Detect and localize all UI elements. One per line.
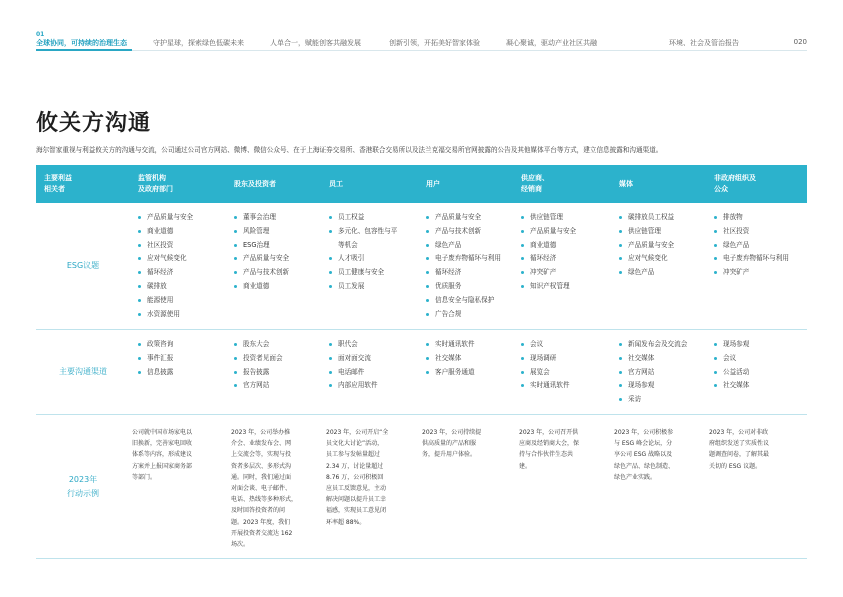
- list-item: 面对面交流: [329, 352, 378, 366]
- list-item: 产品质量与安全: [426, 211, 501, 225]
- list-item: 客户服务通道: [426, 366, 475, 380]
- row-label-esg: ESG议题: [66, 261, 100, 270]
- list-item: 社区投资: [138, 239, 193, 253]
- list-item: 广告合规: [426, 308, 501, 322]
- list-item: 绿色产品: [426, 239, 501, 253]
- table-header: [36, 165, 807, 203]
- page-number: 020: [793, 38, 807, 46]
- list-item: 现场参观: [714, 338, 749, 352]
- cell-channels-suppliers: [521, 338, 570, 393]
- nav-item-planet[interactable]: 守护星球，探索绿色低碳未来: [153, 39, 244, 47]
- list-item: ESG治理: [234, 239, 289, 253]
- list-item: 水资源使用: [138, 308, 193, 322]
- list-item: 展览会: [521, 366, 570, 380]
- section-number: 01: [36, 31, 45, 38]
- nav-active-indicator: [36, 49, 132, 51]
- header-shareholders: 股东及投资者: [234, 179, 276, 188]
- list-item: 社交媒体: [619, 352, 687, 366]
- nav-item-people[interactable]: 人单合一，赋能创客共融发展: [270, 39, 361, 47]
- nav-item-report[interactable]: 环境、社会及管治报告: [669, 39, 739, 47]
- cell-channels-regulators: [138, 338, 173, 379]
- cell-esg-media: [619, 211, 674, 280]
- cell-esg-employees: [329, 211, 397, 294]
- list-item: 碳排放员工权益: [619, 211, 674, 225]
- list-item: 知识产权管理: [521, 280, 576, 294]
- cell-channels-media: [619, 338, 687, 407]
- header-regulators: 监管机构 及政府部门: [138, 174, 173, 193]
- list-item: 新闻发布会及交流会: [619, 338, 687, 352]
- cell-esg-ngo: [714, 211, 789, 280]
- table-row-channels: [36, 330, 807, 415]
- list-item: 报告披露: [234, 366, 283, 380]
- list-item: 供应链管理: [521, 211, 576, 225]
- list-item: 信息披露: [138, 366, 173, 380]
- list-item: 社区投资: [714, 225, 789, 239]
- list-item: 现场参观: [619, 379, 687, 393]
- list-item: 产品质量与安全: [619, 239, 674, 253]
- cell-action-shareholders: 2023 年，公司举办推 介会、业绩发布会、网 上交流会等，实现与投 资者多层次、多形式沟 通。同时，我们通过面 对面会谈、电子邮件、 电话、热线等多种形式， 及时回答投资者的问 题。2023 年度，我们 开展投资者交流达 162 场次。: [231, 429, 298, 549]
- header-users: 用户: [426, 179, 440, 188]
- list-item: 产品质量与安全: [234, 252, 289, 266]
- list-item: 碳排放: [138, 280, 193, 294]
- list-item: 投资者见面会: [234, 352, 283, 366]
- list-item: 政策咨询: [138, 338, 173, 352]
- nav-divider: [36, 50, 807, 51]
- list-item: 实时通讯软件: [521, 379, 570, 393]
- cell-action-ngo: 2023 年，公司对非政 府组织发送了实质性议 题调查问卷，了解其最 关切的 ESG 议题。: [709, 429, 770, 470]
- cell-action-regulators: 公司就中国市场家电以 旧换新，完善家电回收 体系等内容，形成建议 方案并上报国家商务部 等部门。: [132, 429, 193, 481]
- list-item: 应对气候变化: [138, 252, 193, 266]
- list-item: 电子废弃物循环与利用: [714, 252, 789, 266]
- cell-channels-ngo: [714, 338, 749, 393]
- list-item: 会议: [521, 338, 570, 352]
- nav-item-innovation[interactable]: 创新引领，开拓美好智家体验: [389, 39, 480, 47]
- list-item: 绿色产品: [714, 239, 789, 253]
- table-row-actions: [36, 415, 807, 559]
- list-item: 内部应用软件: [329, 379, 378, 393]
- cell-action-users: 2023 年，公司持续提 供高质量的产品和服 务，提升用户体验。: [422, 429, 482, 459]
- list-item: 风险管理: [234, 225, 289, 239]
- header-ngo-public: 非政府组织及 公众: [714, 174, 756, 193]
- list-item: 股东大会: [234, 338, 283, 352]
- cell-channels-shareholders: [234, 338, 283, 393]
- header-suppliers: 供应商、 经销商: [521, 174, 549, 193]
- list-item: 员工健康与安全: [329, 266, 397, 280]
- table-row-esg: [36, 203, 807, 330]
- list-item: 排放物: [714, 211, 789, 225]
- cell-action-employees: 2023 年，公司开启“全 员文化大讨论”活动， 员工参与发帖量超过 2.34 万，讨论量超过 8.76 万，公司积极回 应员工反馈意见，主动 解决问题以提升员工幸 福感，实现员工意见闭 环率超 88%。: [326, 429, 389, 526]
- list-item: 冲突矿产: [714, 266, 789, 280]
- intro-paragraph: 海尔智家重视与利益攸关方的沟通与交流，公司通过公司官方网站、微博、微信公众号、在于上海证券交易所、香港联合交易所以及法兰克福交易所官网披露的公告及其他媒体平台等方式，建立信息披露和沟通渠道。: [36, 146, 663, 154]
- list-item: 循环经济: [521, 252, 576, 266]
- cell-esg-shareholders: [234, 211, 289, 294]
- list-item: 商业道德: [138, 225, 193, 239]
- list-item: 优质服务: [426, 280, 501, 294]
- list-item: 会议: [714, 352, 749, 366]
- list-item: 应对气候变化: [619, 252, 674, 266]
- list-item: 员工权益: [329, 211, 397, 225]
- header-stakeholder: 主要利益 相关者: [44, 174, 72, 193]
- page-title: 攸关方沟通: [36, 111, 152, 136]
- list-item: 产品质量与安全: [521, 225, 576, 239]
- list-item: 多元化、包容性与平 等机会: [329, 225, 397, 253]
- list-item: 现场调研: [521, 352, 570, 366]
- header-media: 媒体: [619, 179, 633, 188]
- list-item: 董事会治理: [234, 211, 289, 225]
- list-item: 电话邮件: [329, 366, 378, 380]
- top-navigation: [0, 0, 843, 52]
- header-employees: 员工: [329, 179, 343, 188]
- cell-esg-regulators: [138, 211, 193, 321]
- nav-item-community[interactable]: 凝心聚诚，驱动产业社区共融: [506, 39, 597, 47]
- cell-esg-suppliers: [521, 211, 576, 294]
- cell-action-media: 2023 年，公司积极参 与 ESG 峰会论坛，分 享公司 ESG 战略以及 绿色产品、绿色制造、 绿色产业实践。: [614, 429, 675, 481]
- cell-channels-users: [426, 338, 475, 379]
- list-item: 供应链管理: [619, 225, 674, 239]
- list-item: 信息安全与隐私保护: [426, 294, 501, 308]
- cell-action-suppliers: 2023 年，公司召开供 应商及经销商大会，保 持与合作伙伴生态共 建。: [519, 429, 580, 470]
- list-item: 采访: [619, 393, 687, 407]
- list-item: 产品与技术创新: [426, 225, 501, 239]
- list-item: 绿色产品: [619, 266, 674, 280]
- list-item: 社交媒体: [426, 352, 475, 366]
- list-item: 公益活动: [714, 366, 749, 380]
- list-item: 商业道德: [521, 239, 576, 253]
- list-item: 能源使用: [138, 294, 193, 308]
- list-item: 社交媒体: [714, 379, 749, 393]
- cell-esg-users: [426, 211, 501, 321]
- cell-channels-employees: [329, 338, 378, 393]
- list-item: 电子废弃物循环与利用: [426, 252, 501, 266]
- list-item: 产品质量与安全: [138, 211, 193, 225]
- row-label-channels: 主要沟通渠道: [59, 367, 107, 376]
- list-item: 官方网站: [619, 366, 687, 380]
- list-item: 循环经济: [426, 266, 501, 280]
- list-item: 循环经济: [138, 266, 193, 280]
- list-item: 员工发展: [329, 280, 397, 294]
- list-item: 冲突矿产: [521, 266, 576, 280]
- row-label-actions: 2023年 行动示例: [67, 474, 99, 498]
- list-item: 事件汇报: [138, 352, 173, 366]
- list-item: 职代会: [329, 338, 378, 352]
- list-item: 实时通讯软件: [426, 338, 475, 352]
- nav-item-governance[interactable]: 全球协同，可持续的治理生态: [36, 39, 127, 47]
- list-item: 商业道德: [234, 280, 289, 294]
- list-item: 人才吸引: [329, 252, 397, 266]
- list-item: 产品与技术创新: [234, 266, 289, 280]
- list-item: 官方网站: [234, 379, 283, 393]
